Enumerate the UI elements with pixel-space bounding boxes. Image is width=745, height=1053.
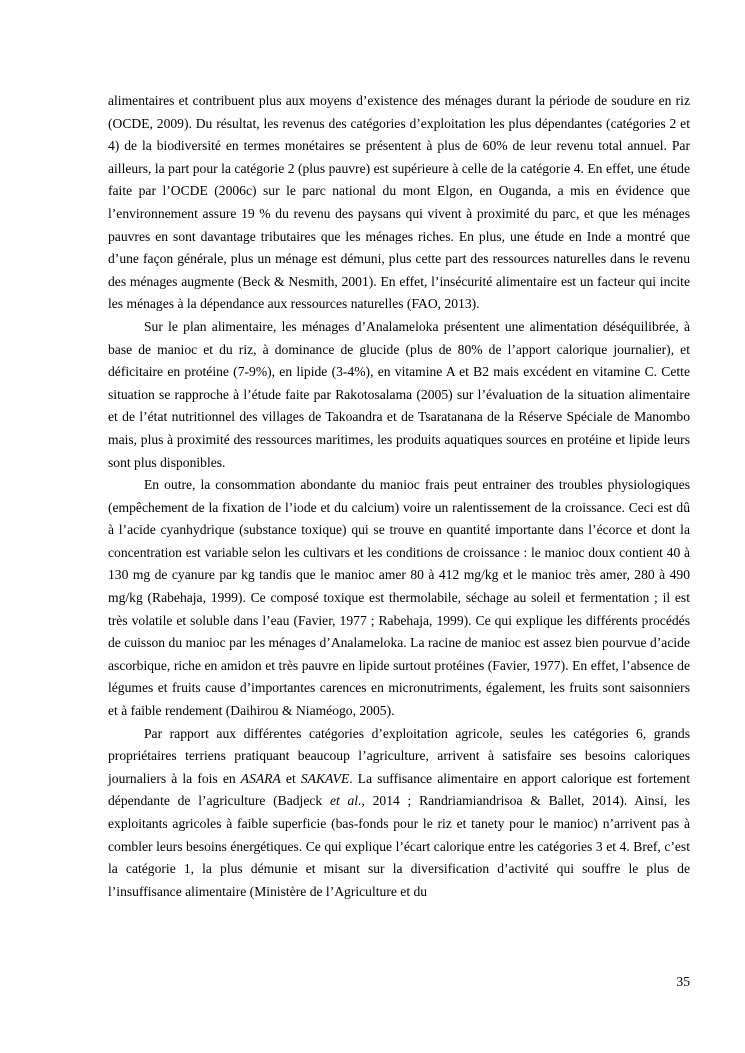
- paragraph-2-text: Sur le plan alimentaire, les ménages d’Analameloka présentent une alimentation déséquilibrée, à base de manioc et du riz, à dominance de glucide (plus de 80% de l’apport calorique journalier), et déficitaire en protéine (7-9%), en lipide (3-4%), en vitamine A et B2 mais excédent en vitamine C. Cette situation se rapproche à l’étude faite par Rakotosalama (2005) sur l’évaluation de la situation alimentaire et de l’état nutritionnel des villages de Takoandra et de Tsaratanana de la Réserve Spéciale de Manombo mais, plus à proximité des ressources maritimes, les produits aquatiques sources en protéine et lipide leurs sont plus disponibles.: [108, 318, 690, 470]
- paragraph-1-text: alimentaires et contribuent plus aux moyens d’existence des ménages durant la période de soudure en riz (OCDE, 2009). Du résultat, les revenus des catégories d’exploitation les plus dépendantes (catégories 2 et 4) de la biodiversité en termes monétaires se présentent à plus de 60% de leur revenu total annuel. Par ailleurs, la part pour la catégorie 2 (plus pauvre) est supérieure à celle de la catégorie 4. En effet, une étude faite par l’OCDE (2006c) sur le parc national du mont Elgon, en Ouganda, a mis en évidence que l’environnement assure 19 % du revenu des paysans qui vivent à proximité du parc, et que les ménages pauvres en sont davantage tributaires que les ménages riches. En plus, une étude en Inde a montré que d’une façon générale, plus un ménage est démuni, plus cette part des ressources naturelles dans le revenu des ménages augmente (Beck & Nesmith, 2001). En effet, l’insécurité alimentaire est un facteur qui incite les ménages à la dépendance aux ressources naturelles (FAO, 2013).: [108, 93, 690, 312]
- paragraph-4-text: , 2014 ; Randriamiandrisoa & Ballet, 2014). Ainsi, les exploitants agricoles à faible superficie (bas-fonds pour le riz et tanety pour le manioc) n’arrivent pas à combler leurs besoins énergétiques. Ce qui explique l’écart calorique entre les catégories 3 et 4. Bref, c’est la catégorie 1, la plus démunie et misant sur la diversification d’activité qui souffre le plus de l’insuffisance alimentaire (Ministère de l’Agriculture et du: [108, 793, 690, 899]
- paragraph-4-text: et: [280, 770, 301, 786]
- paragraph-1: [108, 90, 690, 316]
- paragraph-4-text: Par rapport aux différentes catégories d’exploitation agricole, seules les catégories 6, grands propriétaires terriens pratiquant beaucoup l’agriculture, arrivent à satisfaire ses besoins caloriques journaliers à la fois en: [108, 725, 690, 786]
- page-number: 35: [676, 974, 690, 989]
- italic-term-asara: ASARA: [240, 770, 281, 786]
- paragraph-4-text: . La suffisance alimentaire en apport calorique est fortement dépendante de l’agriculture (Badjeck: [108, 770, 690, 809]
- paragraph-3-text: En outre, la consommation abondante du manioc frais peut entrainer des troubles physiologiques (empêchement de la fixation de l’iode et du calcium) voire un ralentissement de la croissance. Ceci est dû à l’acide cyanhydrique (substance toxique) qui se trouve en quantité importante dans l’écorce et dont la concentration est variable selon les cultivars et les conditions de croissance : le manioc doux contient 40 à 130 mg de cyanure par kg tandis que le manioc amer 80 à 412 mg/kg et le manioc très amer, 280 à 490 mg/kg (Rabehaja, 1999). Ce composé toxique est thermolabile, séchage au soleil et fermentation ; il est très volatile et soluble dans l’eau (Favier, 1977 ; Rabehaja, 1999). Ce qui explique les différents procédés de cuisson du manioc par les ménages d’Analameloka. La racine de manioc est assez bien pourvue d’acide ascorbique, riche en amidon et très pauvre en lipide surtout protéines (Favier, 1977). En effet, l’absence de légumes et fruits cause d’importantes carences en micronutriments, également, les fruits sont saisonniers et à faible rendement (Daihirou & Niaméogo, 2005).: [108, 477, 690, 719]
- paragraph-2: [108, 316, 690, 474]
- paragraph-3: [108, 474, 690, 723]
- body-text: [108, 90, 690, 903]
- italic-citation-et-al: et al.: [329, 793, 362, 809]
- paragraph-4: [108, 723, 690, 904]
- italic-term-sakave: SAKAVE: [300, 770, 350, 786]
